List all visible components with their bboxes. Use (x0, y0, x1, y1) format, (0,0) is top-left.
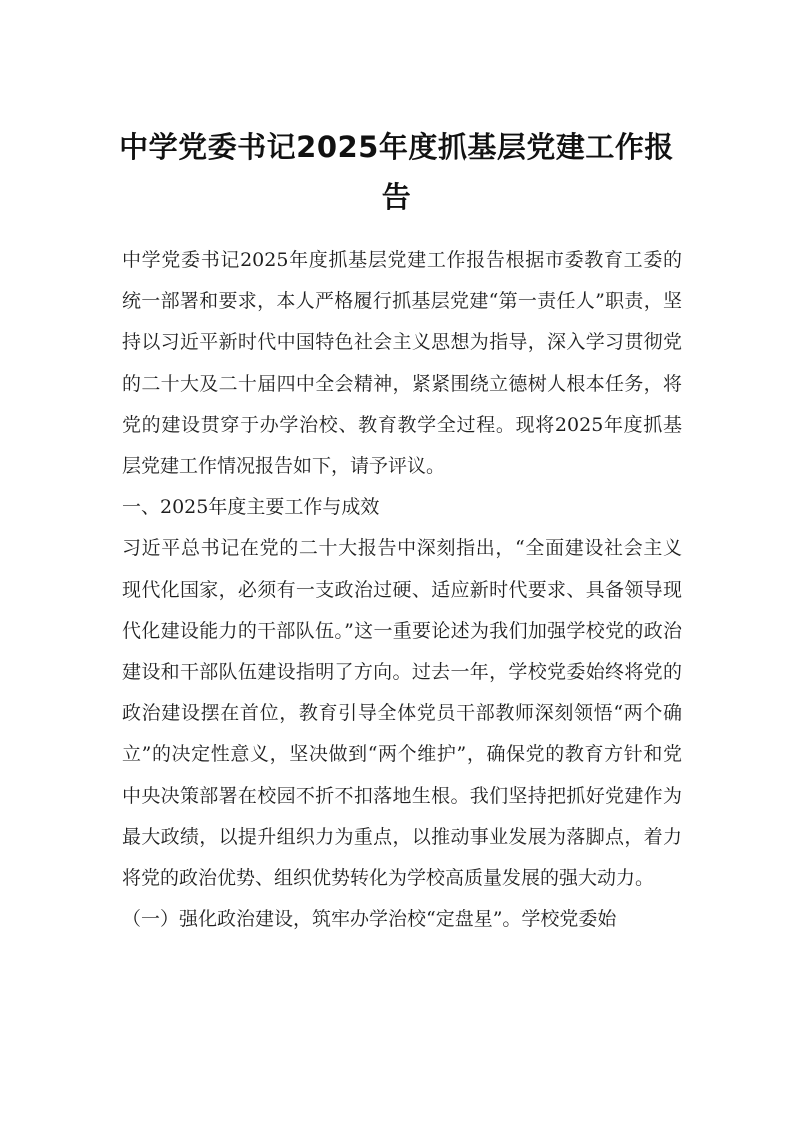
document-body (122, 240, 682, 940)
title-line-1: 中学党委书记2025年度抓基层党建工作报 (119, 130, 674, 164)
section-heading-1: 一、2025年度主要工作与成效 (122, 496, 380, 519)
document-title (100, 122, 693, 222)
paragraph-subsection-1: （一）强化政治建设，筑牢办学治校“定盘星”。学校党委始 (122, 908, 617, 931)
title-line-2: 告 (381, 180, 412, 214)
paragraph-section-1: 习近平总书记在党的二十大报告中深刻指出，“全面建设社会主义现代化国家，必须有一支政治过硬、适应新时代要求、具备领导现代化建设能力的干部队伍。”这一重要论述为我们加强学校党的政治建设和干部队伍建设指明了方向。过去一年，学校党委始终将党的政治建设摆在首位，教育引导全体党员干部教师深刻领悟“两个确立”的决定性意义，坚决做到“两个维护”，确保党的教育方针和党中央决策部署在校园不折不扣落地生根。我们坚持把抓好党建作为最大政绩，以提升组织力为重点，以推动事业发展为落脚点，着力将党的政治优势、组织优势转化为学校高质量发展的强大动力。 (122, 537, 682, 890)
paragraph-intro: 中学党委书记2025年度抓基层党建工作报告根据市委教育工委的统一部署和要求，本人严格履行抓基层党建“第一责任人”职责，坚持以习近平新时代中国特色社会主义思想为指导，深入学习贯彻党的二十大及二十届四中全会精神，紧紧围绕立德树人根本任务，将党的建设贯穿于办学治校、教育教学全过程。现将2025年度抓基层党建工作情况报告如下，请予评议。 (122, 249, 682, 478)
